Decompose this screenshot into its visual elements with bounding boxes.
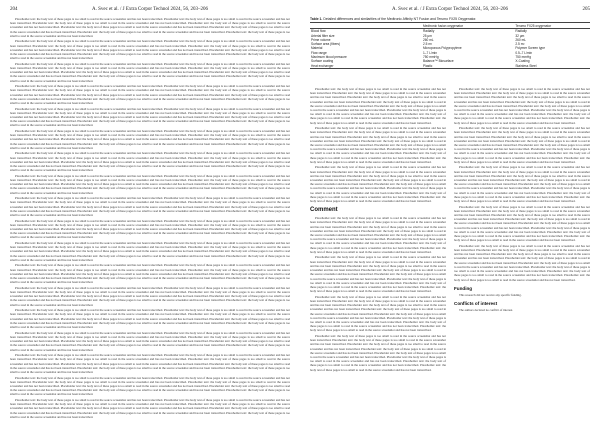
table-cell: 25 μm [423,33,432,38]
paragraph: Placeholder text: the body text of these pages is too small to read in the source screenshot and has not been transcribed. Placeholder text: the body text of these pages is too small to read in the source screenshot and has not been transcribed. Placeholder text: the body text of these pages is too small to read in the source screenshot and has not been transcribed. Placeholder text: the body text of these pages is too small to read in the source screenshot and has not been transcribed. Placeholder text: the body text of these pages is too small to read in the source screenshot and has not been transcribed. Placeholder text: the body text of these pages is too small to read in the source screenshot and has not been transcribed. Placeholder text: the body text of these pages is too small to read in the source screenshot and has not been transcribed. Placeholder text: the body text of these pages is too small to read in the source screenshot and has not been transcribed. [10,397,290,419]
column-header: Medtronic fusion oxygenator [422,23,514,29]
table-cell: 2.5 m² [423,42,433,47]
table-cell: Prime volume [311,37,331,42]
table-cell: Microporous Polypropylene [423,46,462,51]
table-cell: Plastic [422,64,514,69]
paragraph: Placeholder text: the body text of these pages is too small to read in the source screenshot and has not been transcribed. Placeholder text: the body text of these pages is too small to read in the source screenshot and has not been transcribed. Placeholder text: the body text of these pages is too small to read in the source screenshot and has not been transcribed. Placeholder text: the body text of these pages is too small to read in the source screenshot and has not been transcribed. Placeholder text: the body text of these pages is too small to read in the source screenshot and has not been transcribed. Placeholder text: the body text of these pages is too small to read in the source screenshot and has not been transcribed. Placeholder text: the body text of these pages is too small to read in the source screenshot and has not been transcribed. Placeholder text: the body text of these pages is too small to read in the source screenshot and has not been transcribed. [10,151,290,173]
table [310,22,590,69]
section-heading-funding: Funding [454,285,473,291]
right-page [300,0,600,425]
section-heading-conflicts: Conflicts of interest [454,300,498,306]
table-cell: Radially [423,29,435,34]
section-heading-comment: Comment [310,207,338,214]
paragraph: Placeholder text: the body text of these pages is too small to read in the source screenshot and has not been transcribed. Placeholder text: the body text of these pages is too small to read in the source screenshot and has not been transcribed. Placeholder text: the body text of these pages is too small to read in the source screenshot and has not been transcribed. Placeholder text: the body text of these pages is too small to read in the source screenshot and has not been transcribed. Placeholder text: the body text of these pages is too small to read in the source screenshot and has not been transcribed. Placeholder text: the body text of these pages is too small to read in the source screenshot and has not been transcribed. Placeholder text: the body text of these pages is too small to read in the source screenshot and has not been transcribed. Placeholder text: the body text of these pages is too small to read in the source screenshot and has not been transcribed. [10,129,290,150]
table-cell: 260 mL [423,37,434,42]
table-cell: Flow range [311,50,327,55]
paragraph: Placeholder text: the body text of these pages is too small to read in the source screenshot and has not been transcribed. Placeholder text: the body text of these pages is too small to read in the source screenshot and has not been transcribed. Placeholder text: the body text of these pages is too small to read in the source screenshot and has not been transcribed. Placeholder text: the body text of these pages is too small to read in the source screenshot and has not been transcribed. Placeholder text: the body text of these pages is too small to read in the source screenshot and has not been transcribed. Placeholder text: the body text of these pages is too small to read in the source screenshot and has not been transcribed. Placeholder text: the body text of these pages is too small to read in the source screenshot and has not been transcribed. Placeholder text: the body text of these pages is too small to read in the source screenshot and has not been transcribed. [454,204,590,243]
paragraph: Placeholder text: the body text of these pages is too small to read in the source screenshot and has not been transcribed. Placeholder text: the body text of these pages is too small to read in the source screenshot and has not been transcribed. Placeholder text: the body text of these pages is too small to read in the source screenshot and has not been transcribed. Placeholder text: the body text of these pages is too small to read in the source screenshot and has not been transcribed. Placeholder text: the body text of these pages is too small to read in the source screenshot and has not been transcribed. Placeholder text: the body text of these pages is too small to read in the source screenshot and has not been transcribed. Placeholder text: the body text of these pages is too small to read in the source screenshot and has not been transcribed. Placeholder text: the body text of these pages is too small to read in the source screenshot and has not been transcribed. [10,61,290,83]
conflicts-text: The authors declared no conflict of interest. [459,307,514,312]
table-cell: 2.5 m² [515,42,525,47]
table-row [310,64,590,69]
paragraph: Placeholder text: the body text of these pages is too small to read in the source screenshot and has not been transcribed. Placeholder text: the body text of these pages is too small to read in the source screenshot and has not been transcribed. Placeholder text: the body text of these pages is too small to read in the source screenshot and has not been transcribed. Placeholder text: the body text of these pages is too small to read in the source screenshot and has not been transcribed. Placeholder text: the body text of these pages is too small to read in the source screenshot and has not been transcribed. Placeholder text: the body text of these pages is too small to read in the source screenshot and has not been transcribed. Placeholder text: the body text of these pages is too small to read in the source screenshot and has not been transcribed. Placeholder text: the body text of these pages is too small to read in the source screenshot and has not been transcribed. [454,126,590,164]
right-page-column-1 [310,87,446,373]
table-cell: Polymer Screen type [515,46,545,51]
page-number: 205 [582,7,590,12]
paragraph: Placeholder text: the body text of these pages is too small to read in the source screenshot and has not been transcribed. Placeholder text: the body text of these pages is too small to read in the source screenshot and has not been transcribed. Placeholder text: the body text of these pages is too small to read in the source screenshot and has not been transcribed. Placeholder text: the body text of these pages is too small to read in the source screenshot and has not been transcribed. Placeholder text: the body text of these pages is too small to read in the source screenshot and has not been transcribed. Placeholder text: the body text of these pages is too small to read in the source screenshot and has not been transcribed. Placeholder text: the body text of these pages is too small to read in the source screenshot and has not been transcribed. Placeholder text: the body text of these pages is too small to read in the source screenshot and has not been transcribed. [10,218,290,240]
paragraph: Placeholder text: the body text of these pages is too small to read in the source screenshot and has not been transcribed. Placeholder text: the body text of these pages is too small to read in the source screenshot and has not been transcribed. Placeholder text: the body text of these pages is too small to read in the source screenshot and has not been transcribed. Placeholder text: the body text of these pages is too small to read in the source screenshot and has not been transcribed. Placeholder text: the body text of these pages is too small to read in the source screenshot and has not been transcribed. Placeholder text: the body text of these pages is too small to read in the source screenshot and has not been transcribed. Placeholder text: the body text of these pages is too small to read in the source screenshot and has not been transcribed. Placeholder text: the body text of these pages is too small to read in the source screenshot and has not been transcribed. [10,375,290,397]
table-caption-label: Table 1. [310,17,323,21]
paragraph: Placeholder text: the body text of these pages is too small to read in the source screenshot and has not been transcribed. Placeholder text: the body text of these pages is too small to read in the source screenshot and has not been transcribed. Placeholder text: the body text of these pages is too small to read in the source screenshot and has not been transcribed. Placeholder text: the body text of these pages is too small to read in the source screenshot and has not been transcribed. Placeholder text: the body text of these pages is too small to read in the source screenshot and has not been transcribed. Placeholder text: the body text of these pages is too small to read in the source screenshot and has not been transcribed. Placeholder text: the body text of these pages is too small to read in the source screenshot and has not been transcribed. Placeholder text: the body text of these pages is too small to read in the source screenshot and has not been transcribed. [454,165,590,204]
paragraph: Placeholder text: the body text of these pages is too small to read in the source screenshot and has not been transcribed. Placeholder text: the body text of these pages is too small to read in the source screenshot and has not been transcribed. Placeholder text: the body text of these pages is too small to read in the source screenshot and has not been transcribed. Placeholder text: the body text of these pages is too small to read in the source screenshot and has not been transcribed. Placeholder text: the body text of these pages is too small to read in the source screenshot and has not been transcribed. Placeholder text: the body text of these pages is too small to read in the source screenshot and has not been transcribed. Placeholder text: the body text of these pages is too small to read in the source screenshot and has not been transcribed. Placeholder text: the body text of these pages is too small to read in the source screenshot and has not been transcribed. [10,308,290,330]
running-header [310,5,590,14]
paragraph: Placeholder text: the body text of these pages is too small to read in the source screenshot and has not been transcribed. Placeholder text: the body text of these pages is too small to read in the source screenshot and has not been transcribed. Placeholder text: the body text of these pages is too small to read in the source screenshot and has not been transcribed. Placeholder text: the body text of these pages is too small to read in the source screenshot and has not been transcribed. Placeholder text: the body text of these pages is too small to read in the source screenshot and has not been transcribed. Placeholder text: the body text of these pages is too small to read in the source screenshot and has not been transcribed. Placeholder text: the body text of these pages is too small to read in the source screenshot and has not been transcribed. Placeholder text: the body text of these pages is too small to read in the source screenshot and has not been transcribed. [310,216,446,254]
comparison-table [310,17,590,69]
table-cell: X-Coating [515,59,530,64]
table-cell: Radially [515,29,527,34]
table-cell: Maximum blood pressure [311,55,347,60]
paragraph: Placeholder text: the body text of these pages is too small to read in the source screenshot and has not been transcribed. Placeholder text: the body text of these pages is too small to read in the source screenshot and has not been transcribed. Placeholder text: the body text of these pages is too small to read in the source screenshot and has not been transcribed. Placeholder text: the body text of these pages is too small to read in the source screenshot and has not been transcribed. Placeholder text: the body text of these pages is too small to read in the source screenshot and has not been transcribed. Placeholder text: the body text of these pages is too small to read in the source screenshot and has not been transcribed. Placeholder text: the body text of these pages is too small to read in the source screenshot and has not been transcribed. Placeholder text: the body text of these pages is too small to read in the source screenshot and has not been transcribed. [10,263,290,285]
table-cell: 750 mmHg [515,55,531,60]
table-cell: Surface area (fibers) [311,42,341,47]
running-title: A. Svec et al. / J Extra Corpor Technol 2024, 56, 203–206 [391,7,509,12]
table-cell: Surface coating [311,59,334,64]
table-cell: Material [311,46,323,51]
paragraph: Placeholder text: the body text of these pages is too small to read in the source screenshot and has not been transcribed. Placeholder text: the body text of these pages is too small to read in the source screenshot and has not been transcribed. Placeholder text: the body text of these pages is too small to read in the source screenshot and has not been transcribed. Placeholder text: the body text of these pages is too small to read in the source screenshot and has not been transcribed. Placeholder text: the body text of these pages is too small to read in the source screenshot and has not been transcribed. Placeholder text: the body text of these pages is too small to read in the source screenshot and has not been transcribed. Placeholder text: the body text of these pages is too small to read in the source screenshot and has not been transcribed. Placeholder text: the body text of these pages is too small to read in the source screenshot and has not been transcribed. [310,333,446,372]
page-number: 204 [10,7,18,12]
paragraph: Placeholder text: the body text of these pages is too small to read in the source screenshot and has not been transcribed. Placeholder text: the body text of these pages is too small to read in the source screenshot and has not been transcribed. Placeholder text: the body text of these pages is too small to read in the source screenshot and has not been transcribed. Placeholder text: the body text of these pages is too small to read in the source screenshot and has not been transcribed. Placeholder text: the body text of these pages is too small to read in the source screenshot and has not been transcribed. Placeholder text: the body text of these pages is too small to read in the source screenshot and has not been transcribed. Placeholder text: the body text of these pages is too small to read in the source screenshot and has not been transcribed. Placeholder text: the body text of these pages is too small to read in the source screenshot and has not been transcribed. [454,243,590,282]
table-cell: Stainless Steel [514,64,590,69]
table-cell: 260 mL [515,37,527,42]
running-title: A. Svec et al. / J Extra Corpor Technol 2024, 56, 203–206 [91,7,209,12]
paragraph: Placeholder text: the body text of these pages is too small to read in the source screenshot and has not been transcribed. Placeholder text: the body text of these pages is too small to read in the source screenshot and has not been transcribed. Placeholder text: the body text of these pages is too small to read in the source screenshot and has not been transcribed. Placeholder text: the body text of these pages is too small to read in the source screenshot and has not been transcribed. Placeholder text: the body text of these pages is too small to read in the source screenshot and has not been transcribed. Placeholder text: the body text of these pages is too small to read in the source screenshot and has not been transcribed. Placeholder text: the body text of these pages is too small to read in the source screenshot and has not been transcribed. Placeholder text: the body text of these pages is too small to read in the source screenshot and has not been transcribed. [310,126,446,164]
table-cell: Arterial filter size [311,33,335,38]
table-cell: Balance™ Biosurface [423,59,454,64]
paragraph: Placeholder text: the body text of these pages is too small to read in the source screenshot and has not been transcribed. Placeholder text: the body text of these pages is too small to read in the source screenshot and has not been transcribed. Placeholder text: the body text of these pages is too small to read in the source screenshot and has not been transcribed. Placeholder text: the body text of these pages is too small to read in the source screenshot and has not been transcribed. Placeholder text: the body text of these pages is too small to read in the source screenshot and has not been transcribed. Placeholder text: the body text of these pages is too small to read in the source screenshot and has not been transcribed. Placeholder text: the body text of these pages is too small to read in the source screenshot and has not been transcribed. Placeholder text: the body text of these pages is too small to read in the source screenshot and has not been transcribed. [10,17,290,38]
paragraph: Placeholder text: the body text of these pages is too small to read in the source screenshot and has not been transcribed. Placeholder text: the body text of these pages is too small to read in the source screenshot and has not been transcribed. Placeholder text: the body text of these pages is too small to read in the source screenshot and has not been transcribed. Placeholder text: the body text of these pages is too small to read in the source screenshot and has not been transcribed. Placeholder text: the body text of these pages is too small to read in the source screenshot and has not been transcribed. Placeholder text: the body text of these pages is too small to read in the source screenshot and has not been transcribed. Placeholder text: the body text of these pages is too small to read in the source screenshot and has not been transcribed. Placeholder text: the body text of these pages is too small to read in the source screenshot and has not been transcribed. [10,285,290,307]
paragraph: Placeholder text: the body text of these pages is too small to read in the source screenshot and has not been transcribed. Placeholder text: the body text of these pages is too small to read in the source screenshot and has not been transcribed. Placeholder text: the body text of these pages is too small to read in the source screenshot and has not been transcribed. Placeholder text: the body text of these pages is too small to read in the source screenshot and has not been transcribed. Placeholder text: the body text of these pages is too small to read in the source screenshot and has not been transcribed. Placeholder text: the body text of these pages is too small to read in the source screenshot and has not been transcribed. Placeholder text: the body text of these pages is too small to read in the source screenshot and has not been transcribed. Placeholder text: the body text of these pages is too small to read in the source screenshot and has not been transcribed. [10,84,290,106]
paragraph: Placeholder text: the body text of these pages is too small to read in the source screenshot and has not been transcribed. Placeholder text: the body text of these pages is too small to read in the source screenshot and has not been transcribed. Placeholder text: the body text of these pages is too small to read in the source screenshot and has not been transcribed. Placeholder text: the body text of these pages is too small to read in the source screenshot and has not been transcribed. Placeholder text: the body text of these pages is too small to read in the source screenshot and has not been transcribed. Placeholder text: the body text of these pages is too small to read in the source screenshot and has not been transcribed. Placeholder text: the body text of these pages is too small to read in the source screenshot and has not been transcribed. Placeholder text: the body text of these pages is too small to read in the source screenshot and has not been transcribed. [310,165,446,204]
paragraph: Placeholder text: the body text of these pages is too small to read in the source screenshot and has not been transcribed. Placeholder text: the body text of these pages is too small to read in the source screenshot and has not been transcribed. Placeholder text: the body text of these pages is too small to read in the source screenshot and has not been transcribed. Placeholder text: the body text of these pages is too small to read in the source screenshot and has not been transcribed. Placeholder text: the body text of these pages is too small to read in the source screenshot and has not been transcribed. Placeholder text: the body text of these pages is too small to read in the source screenshot and has not been transcribed. Placeholder text: the body text of these pages is too small to read in the source screenshot and has not been transcribed. Placeholder text: the body text of these pages is too small to read in the source screenshot and has not been transcribed. [10,39,290,61]
paragraph: Placeholder text: the body text of these pages is too small to read in the source screenshot and has not been transcribed. Placeholder text: the body text of these pages is too small to read in the source screenshot and has not been transcribed. Placeholder text: the body text of these pages is too small to read in the source screenshot and has not been transcribed. Placeholder text: the body text of these pages is too small to read in the source screenshot and has not been transcribed. Placeholder text: the body text of these pages is too small to read in the source screenshot and has not been transcribed. Placeholder text: the body text of these pages is too small to read in the source screenshot and has not been transcribed. Placeholder text: the body text of these pages is too small to read in the source screenshot and has not been transcribed. Placeholder text: the body text of these pages is too small to read in the source screenshot and has not been transcribed. [310,87,446,125]
table-caption-text: Detailed differences and similarities of the Medtronic Affinity NT Fusion and Terumo FX25 Oxygenator. [322,17,477,21]
table-cell: 0.5–7 L/min [515,50,533,55]
paragraph: Placeholder text: the body text of these pages is too small to read in the source screenshot and has not been transcribed. Placeholder text: the body text of these pages is too small to read in the source screenshot and has not been transcribed. Placeholder text: the body text of these pages is too small to read in the source screenshot and has not been transcribed. Placeholder text: the body text of these pages is too small to read in the source screenshot and has not been transcribed. Placeholder text: the body text of these pages is too small to read in the source screenshot and has not been transcribed. Placeholder text: the body text of these pages is too small to read in the source screenshot and has not been transcribed. Placeholder text: the body text of these pages is too small to read in the source screenshot and has not been transcribed. Placeholder text: the body text of these pages is too small to read in the source screenshot and has not been transcribed. [310,255,446,294]
table-cell: 1–7 L/min [423,50,437,55]
paragraph: Placeholder text: the body text of these pages is too small to read in the source screenshot and has not been transcribed. Placeholder text: the body text of these pages is too small to read in the source screenshot and has not been transcribed. Placeholder text: the body text of these pages is too small to read in the source screenshot and has not been transcribed. Placeholder text: the body text of these pages is too small to read in the source screenshot and has not been transcribed. Placeholder text: the body text of these pages is too small to read in the source screenshot and has not been transcribed. Placeholder text: the body text of these pages is too small to read in the source screenshot and has not been transcribed. Placeholder text: the body text of these pages is too small to read in the source screenshot and has not been transcribed. Placeholder text: the body text of these pages is too small to read in the source screenshot and has not been transcribed. [10,353,290,374]
right-page-column-2 [454,87,590,314]
paragraph: Placeholder text: the body text of these pages is too small to read in the source screenshot and has not been transcribed. Placeholder text: the body text of these pages is too small to read in the source screenshot and has not been transcribed. Placeholder text: the body text of these pages is too small to read in the source screenshot and has not been transcribed. Placeholder text: the body text of these pages is too small to read in the source screenshot and has not been transcribed. Placeholder text: the body text of these pages is too small to read in the source screenshot and has not been transcribed. Placeholder text: the body text of these pages is too small to read in the source screenshot and has not been transcribed. Placeholder text: the body text of these pages is too small to read in the source screenshot and has not been transcribed. Placeholder text: the body text of these pages is too small to read in the source screenshot and has not been transcribed. [454,87,590,125]
table-cell: Heat exchanger [310,64,422,69]
paragraph: Placeholder text: the body text of these pages is too small to read in the source screenshot and has not been transcribed. Placeholder text: the body text of these pages is too small to read in the source screenshot and has not been transcribed. Placeholder text: the body text of these pages is too small to read in the source screenshot and has not been transcribed. Placeholder text: the body text of these pages is too small to read in the source screenshot and has not been transcribed. Placeholder text: the body text of these pages is too small to read in the source screenshot and has not been transcribed. Placeholder text: the body text of these pages is too small to read in the source screenshot and has not been transcribed. Placeholder text: the body text of these pages is too small to read in the source screenshot and has not been transcribed. Placeholder text: the body text of these pages is too small to read in the source screenshot and has not been transcribed. [10,173,290,195]
funding-text: This research did not receive any specific funding. [459,292,522,297]
paragraph: Placeholder text: the body text of these pages is too small to read in the source screenshot and has not been transcribed. Placeholder text: the body text of these pages is too small to read in the source screenshot and has not been transcribed. Placeholder text: the body text of these pages is too small to read in the source screenshot and has not been transcribed. Placeholder text: the body text of these pages is too small to read in the source screenshot and has not been transcribed. Placeholder text: the body text of these pages is too small to read in the source screenshot and has not been transcribed. Placeholder text: the body text of these pages is too small to read in the source screenshot and has not been transcribed. Placeholder text: the body text of these pages is too small to read in the source screenshot and has not been transcribed. Placeholder text: the body text of these pages is too small to read in the source screenshot and has not been transcribed. [10,241,290,262]
paragraph: Placeholder text: the body text of these pages is too small to read in the source screenshot and has not been transcribed. Placeholder text: the body text of these pages is too small to read in the source screenshot and has not been transcribed. Placeholder text: the body text of these pages is too small to read in the source screenshot and has not been transcribed. Placeholder text: the body text of these pages is too small to read in the source screenshot and has not been transcribed. Placeholder text: the body text of these pages is too small to read in the source screenshot and has not been transcribed. Placeholder text: the body text of these pages is too small to read in the source screenshot and has not been transcribed. Placeholder text: the body text of these pages is too small to read in the source screenshot and has not been transcribed. Placeholder text: the body text of these pages is too small to read in the source screenshot and has not been transcribed. [10,196,290,218]
table-cell: 32 μm [515,33,525,38]
paragraph: Placeholder text: the body text of these pages is too small to read in the source screenshot and has not been transcribed. Placeholder text: the body text of these pages is too small to read in the source screenshot and has not been transcribed. Placeholder text: the body text of these pages is too small to read in the source screenshot and has not been transcribed. Placeholder text: the body text of these pages is too small to read in the source screenshot and has not been transcribed. Placeholder text: the body text of these pages is too small to read in the source screenshot and has not been transcribed. Placeholder text: the body text of these pages is too small to read in the source screenshot and has not been transcribed. Placeholder text: the body text of these pages is too small to read in the source screenshot and has not been transcribed. Placeholder text: the body text of these pages is too small to read in the source screenshot and has not been transcribed. [10,106,290,128]
column-header: Terumo FX25 oxygenator [514,23,590,29]
left-page-body [10,17,290,420]
running-header [10,5,290,14]
paragraph: Placeholder text: the body text of these pages is too small to read in the source screenshot and has not been transcribed. Placeholder text: the body text of these pages is too small to read in the source screenshot and has not been transcribed. Placeholder text: the body text of these pages is too small to read in the source screenshot and has not been transcribed. Placeholder text: the body text of these pages is too small to read in the source screenshot and has not been transcribed. Placeholder text: the body text of these pages is too small to read in the source screenshot and has not been transcribed. Placeholder text: the body text of these pages is too small to read in the source screenshot and has not been transcribed. Placeholder text: the body text of these pages is too small to read in the source screenshot and has not been transcribed. Placeholder text: the body text of these pages is too small to read in the source screenshot and has not been transcribed. [310,294,446,333]
table-cell: Blood flow [311,29,326,34]
paragraph: Placeholder text: the body text of these pages is too small to read in the source screenshot and has not been transcribed. Placeholder text: the body text of these pages is too small to read in the source screenshot and has not been transcribed. Placeholder text: the body text of these pages is too small to read in the source screenshot and has not been transcribed. Placeholder text: the body text of these pages is too small to read in the source screenshot and has not been transcribed. Placeholder text: the body text of these pages is too small to read in the source screenshot and has not been transcribed. Placeholder text: the body text of these pages is too small to read in the source screenshot and has not been transcribed. Placeholder text: the body text of these pages is too small to read in the source screenshot and has not been transcribed. Placeholder text: the body text of these pages is too small to read in the source screenshot and has not been transcribed. [10,330,290,352]
table-cell: 750 mmHg [423,55,439,60]
